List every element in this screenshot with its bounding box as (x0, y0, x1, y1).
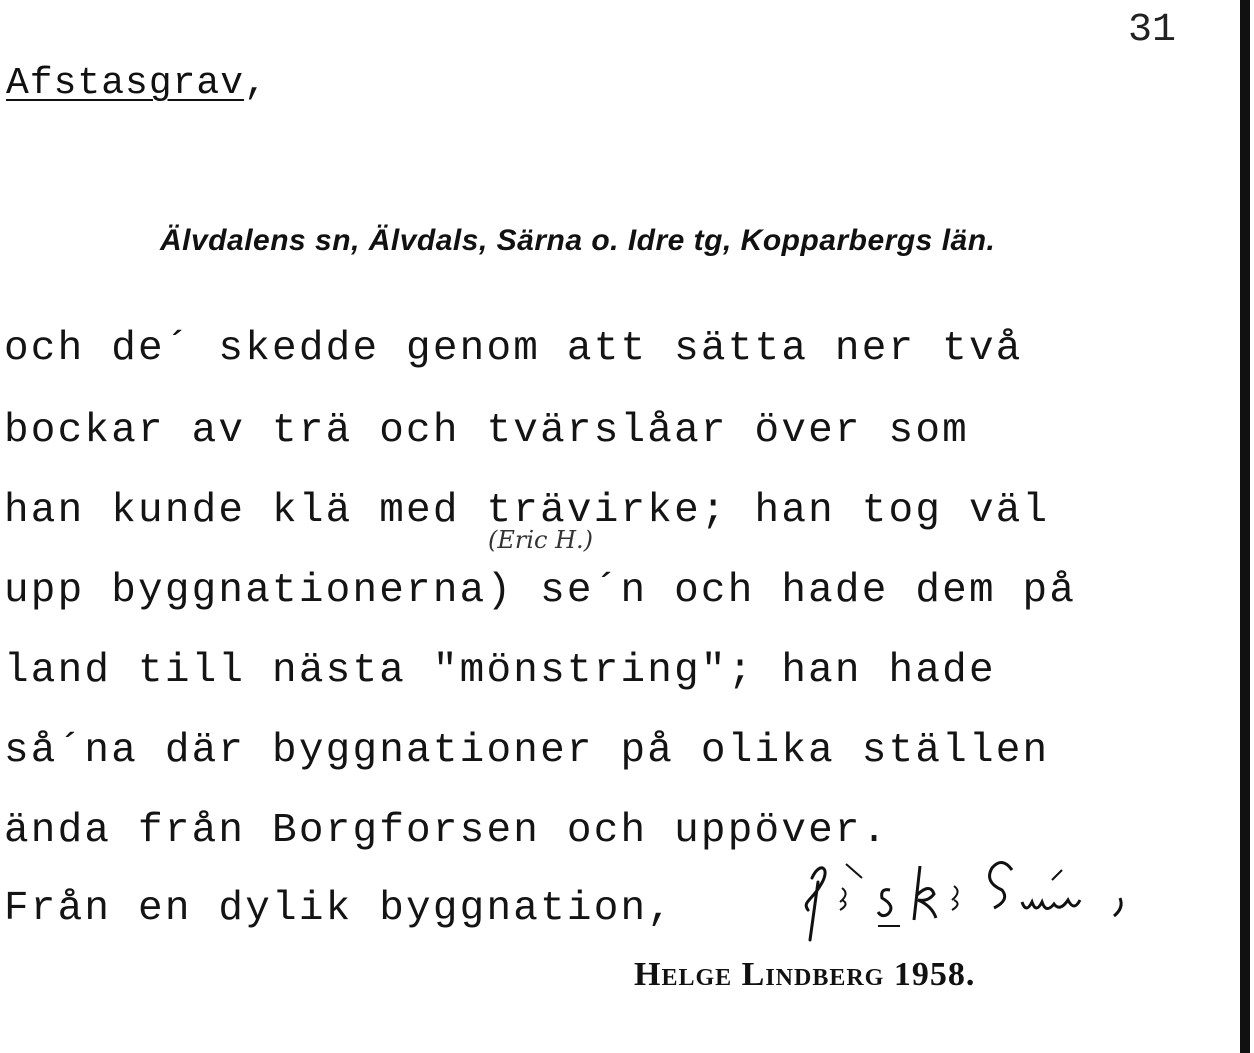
handwritten-annotation: (Eric H.) (488, 526, 594, 554)
body-line: upp byggnationerna) se´n och hade dem på (4, 568, 1077, 614)
heading-punct: , (244, 62, 268, 105)
author-signature: Helge Lindberg 1958. (634, 956, 976, 993)
body-line: ända från Borgforsen och uppöver. (4, 808, 889, 854)
handwritten-word-sketch (790, 840, 1150, 950)
body-line: så´na där byggnationer på olika ställen (4, 728, 1050, 774)
body-line: bockar av trä och tvärslåar över som (4, 408, 969, 454)
location-line: Älvdalens sn, Älvdals, Särna o. Idre tg, Kopparbergs län. (160, 224, 996, 257)
body-line: han kunde klä med trävirke; han tog väl (4, 488, 1050, 534)
body-line: och de´ skedde genom att sätta ner två (4, 326, 1023, 372)
page-number: 31 (1128, 8, 1177, 53)
body-line: Från en dylik byggnation, (4, 886, 675, 932)
heading (6, 62, 268, 105)
body-line: land till nästa "mönstring"; han hade (4, 648, 996, 694)
heading-word: Afstasgrav (6, 62, 245, 105)
page-edge-border (1240, 0, 1250, 1053)
